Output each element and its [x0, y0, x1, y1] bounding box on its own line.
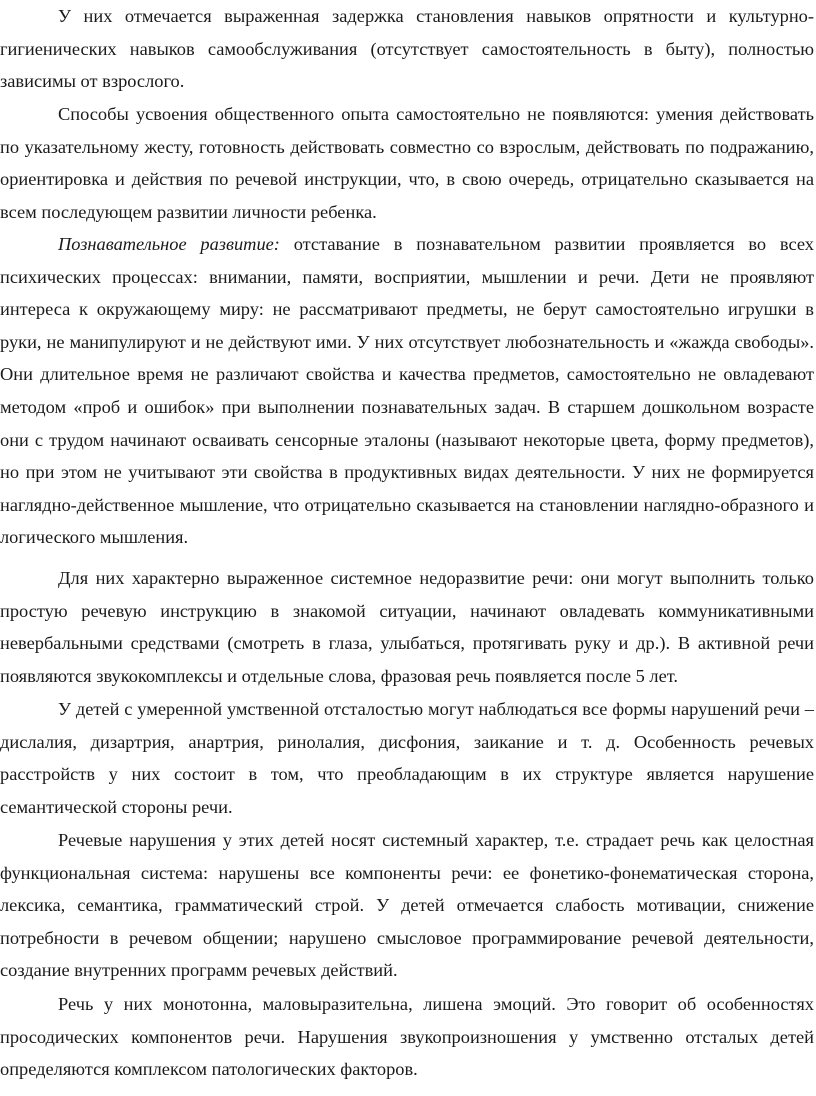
paragraph-speech-disorders-forms	[0, 693, 814, 823]
paragraph-text: Речевые нарушения у этих детей носят системный характер, т.е. страдает речь как целостная функциональная система: нарушены все компоненты речи: ее фонетико-фонематическая сторона, лексика, семантика, грамматический строй. У детей отмечается слабость мотивации, снижение потребности в речевом общении; нарушено смысловое программирование речевой деятельности, создание внутренних программ речевых действий.	[0, 830, 814, 981]
paragraph-text: У них отмечается выраженная задержка становления навыков опрятности и культурно-гигиенических навыков самообслуживания (отсутствует самостоятельность в быту), полностью зависимы от взрослого.	[0, 6, 814, 92]
paragraph-speech-underdevelopment	[0, 562, 814, 692]
paragraph-text: отставание в познавательном развитии проявляется во всех психических процессах: внимании, памяти, восприятии, мышлении и речи. Дети не проявляют интереса к окружающему миру: не рассматривают предметы, не берут самостоятельно игрушки в руки, не манипулируют и не действуют ими. У них отсутствует любознательность и «жажда свободы». Они длительное время не различают свойства и качества предметов, самостоятельно не овладевают методом «проб и ошибок» при выполнении познавательных задач. В старшем дошкольном возрасте они с трудом начинают осваивать сенсорные эталоны (называют некоторые цвета, форму предметов), но при этом не учитывают эти свойства в продуктивных видах деятельности. У них не формируется наглядно-действенное мышление, что отрицательно сказывается на становлении наглядно-образного и логического мышления.	[0, 234, 814, 548]
paragraph-text: У детей с умеренной умственной отсталостью могут наблюдаться все формы нарушений речи – дислалия, дизартрия, анартрия, ринолалия, дисфония, заикание и т. д. Особенность речевых расстройств у них состоит в том, что преобладающим в их структуре является нарушение семантической стороны речи.	[0, 699, 814, 817]
paragraph-systemic-speech-disorders	[0, 824, 814, 987]
paragraph-text: Речь у них монотонна, маловыразительна, лишена эмоций. Это говорит об особенностях просодических компонентов речи. Нарушения звукопроизношения у умственно отсталых детей определяются комплексом патологических факторов.	[0, 994, 814, 1080]
paragraph-cognitive-development	[0, 228, 814, 554]
paragraph-self-care	[0, 0, 814, 98]
paragraph-text: Способы усвоения общественного опыта самостоятельно не появляются: умения действовать по указательному жесту, готовность действовать совместно со взрослым, действовать по подражанию, ориентировка и действия по речевой инструкции, что, в свою очередь, отрицательно сказывается на всем последующем развитии личности ребенка.	[0, 104, 814, 222]
paragraph-social-experience	[0, 98, 814, 228]
paragraph-lead-italic: Познавательное развитие:	[58, 234, 280, 254]
paragraph-text: Для них характерно выраженное системное недоразвитие речи: они могут выполнить только простую речевую инструкцию в знакомой ситуации, начинают овладевать коммуникативными невербальными средствами (смотреть в глаза, улыбаться, протягивать руку и др.). В активной речи появляются звукокомплексы и отдельные слова, фразовая речь появляется после 5 лет.	[0, 568, 814, 686]
paragraph-prosody	[0, 988, 814, 1086]
